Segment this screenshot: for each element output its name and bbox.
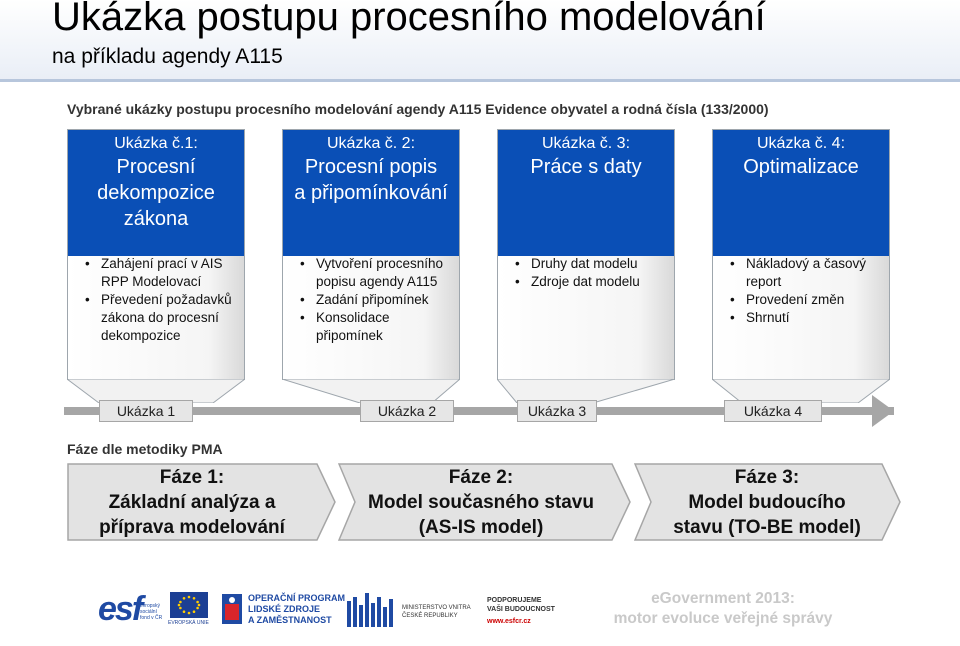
bullet-item: • Konsolidace připomínek	[316, 309, 456, 345]
card-header	[68, 130, 244, 256]
phase-line: Model současného stavu	[368, 491, 594, 513]
bullet-item: • Druhy dat modelu	[531, 255, 671, 273]
mv-text	[402, 604, 471, 620]
phase-line: Základní analýza a	[108, 491, 276, 513]
card-header	[283, 130, 459, 256]
bullet-item: • Převedení požadavků zákona do procesní dekompozice	[101, 291, 249, 345]
op-line: LIDSKÉ ZDROJE	[248, 604, 321, 614]
card-bullets	[286, 255, 456, 345]
pv-text	[487, 596, 555, 614]
card-title-line: Procesní	[116, 156, 196, 178]
esf-logo: esf	[98, 590, 142, 628]
op-lzz-mark-icon	[222, 594, 242, 624]
bullet-item: • Provedení změn	[746, 291, 894, 309]
phase-chevron-3	[634, 463, 902, 541]
phase-line: Fáze 1:	[159, 466, 225, 488]
bullet-item: • Nákladový a časový report	[746, 255, 894, 291]
card-title-line: Práce s daty	[530, 156, 642, 178]
phase-chevron-1	[67, 463, 337, 541]
phase-line: (AS-IS model)	[418, 516, 544, 538]
card-heading: Ukázka č. 4:	[756, 135, 846, 152]
card-bullets	[716, 255, 894, 327]
timeline-tab-1: Ukázka 1	[99, 400, 193, 422]
mv-bars-icon	[347, 593, 397, 629]
diagram-title: Vybrané ukázky postupu procesního modelování agendy A115 Evidence obyvatel a rodná čísla (133/2000)	[67, 101, 769, 117]
egov-line: motor evoluce veřejné správy	[613, 610, 833, 627]
op-line: A ZAMĚSTNANOST	[248, 615, 332, 625]
phase-line: Fáze 3:	[734, 466, 800, 488]
op-line: OPERAČNÍ PROGRAM	[248, 593, 346, 603]
card-header	[713, 130, 889, 256]
phase-text	[338, 463, 624, 541]
pv-url: www.esfcr.cz	[487, 618, 531, 625]
timeline-tab-3: Ukázka 3	[517, 400, 597, 422]
eu-flag-icon	[170, 592, 208, 618]
card-title-line: a připomínkování	[294, 182, 448, 204]
esf-logo-caption: evropský sociální fond v ČR	[140, 603, 163, 621]
card-header	[498, 130, 674, 256]
mv-line: MINISTERSTVO VNITRA	[402, 605, 471, 611]
timeline-tab-4: Ukázka 4	[724, 400, 822, 422]
bullet-item: • Zahájení prací v AIS RPP Modelovací	[101, 255, 249, 291]
egov-tagline	[603, 589, 843, 629]
phase-chevron-2	[338, 463, 632, 541]
phases-label: Fáze dle metodiky PMA	[67, 441, 223, 457]
pv-line: VAŠI BUDOUCNOST	[487, 606, 555, 613]
eu-stars-icon	[170, 592, 208, 618]
card-bullets	[501, 255, 671, 291]
phase-text	[634, 463, 900, 541]
egov-line: eGovernment 2013:	[651, 590, 795, 607]
card-heading: Ukázka č. 2:	[326, 135, 416, 152]
timeline-tab-2: Ukázka 2	[360, 400, 454, 422]
card-title-line: dekompozice	[97, 182, 215, 204]
bullet-item: • Zadání připomínek	[316, 291, 456, 309]
mv-line: ČESKÉ REPUBLIKY	[402, 613, 458, 619]
card-title-line: Procesní popis	[304, 156, 438, 178]
card-bullets	[71, 255, 249, 345]
timeline-arrowhead	[872, 395, 894, 427]
card-heading: Ukázka č.1:	[114, 135, 198, 152]
bullet-item: • Shrnutí	[746, 309, 894, 327]
phase-line: Model budoucího	[688, 491, 846, 513]
phase-line: příprava modelování	[99, 516, 285, 538]
slide-title: Ukázka postupu procesního modelování	[52, 0, 766, 39]
phase-line: Fáze 2:	[448, 466, 514, 488]
slide-subtitle: na příkladu agendy A115	[52, 45, 283, 68]
op-lzz-text	[248, 593, 345, 626]
phase-text	[67, 463, 317, 541]
eu-caption: EVROPSKÁ UNIE	[168, 620, 209, 626]
bullet-item: • Vytvoření procesního popisu agendy A115	[316, 255, 456, 291]
card-title-line: zákona	[123, 208, 189, 230]
phase-line: stavu (TO-BE model)	[673, 516, 861, 538]
card-heading: Ukázka č. 3:	[541, 135, 631, 152]
pv-line: PODPORUJEME	[487, 597, 542, 604]
bullet-item: • Zdroje dat modelu	[531, 273, 671, 291]
header-rule	[0, 79, 960, 82]
card-title-line: Optimalizace	[743, 156, 859, 178]
